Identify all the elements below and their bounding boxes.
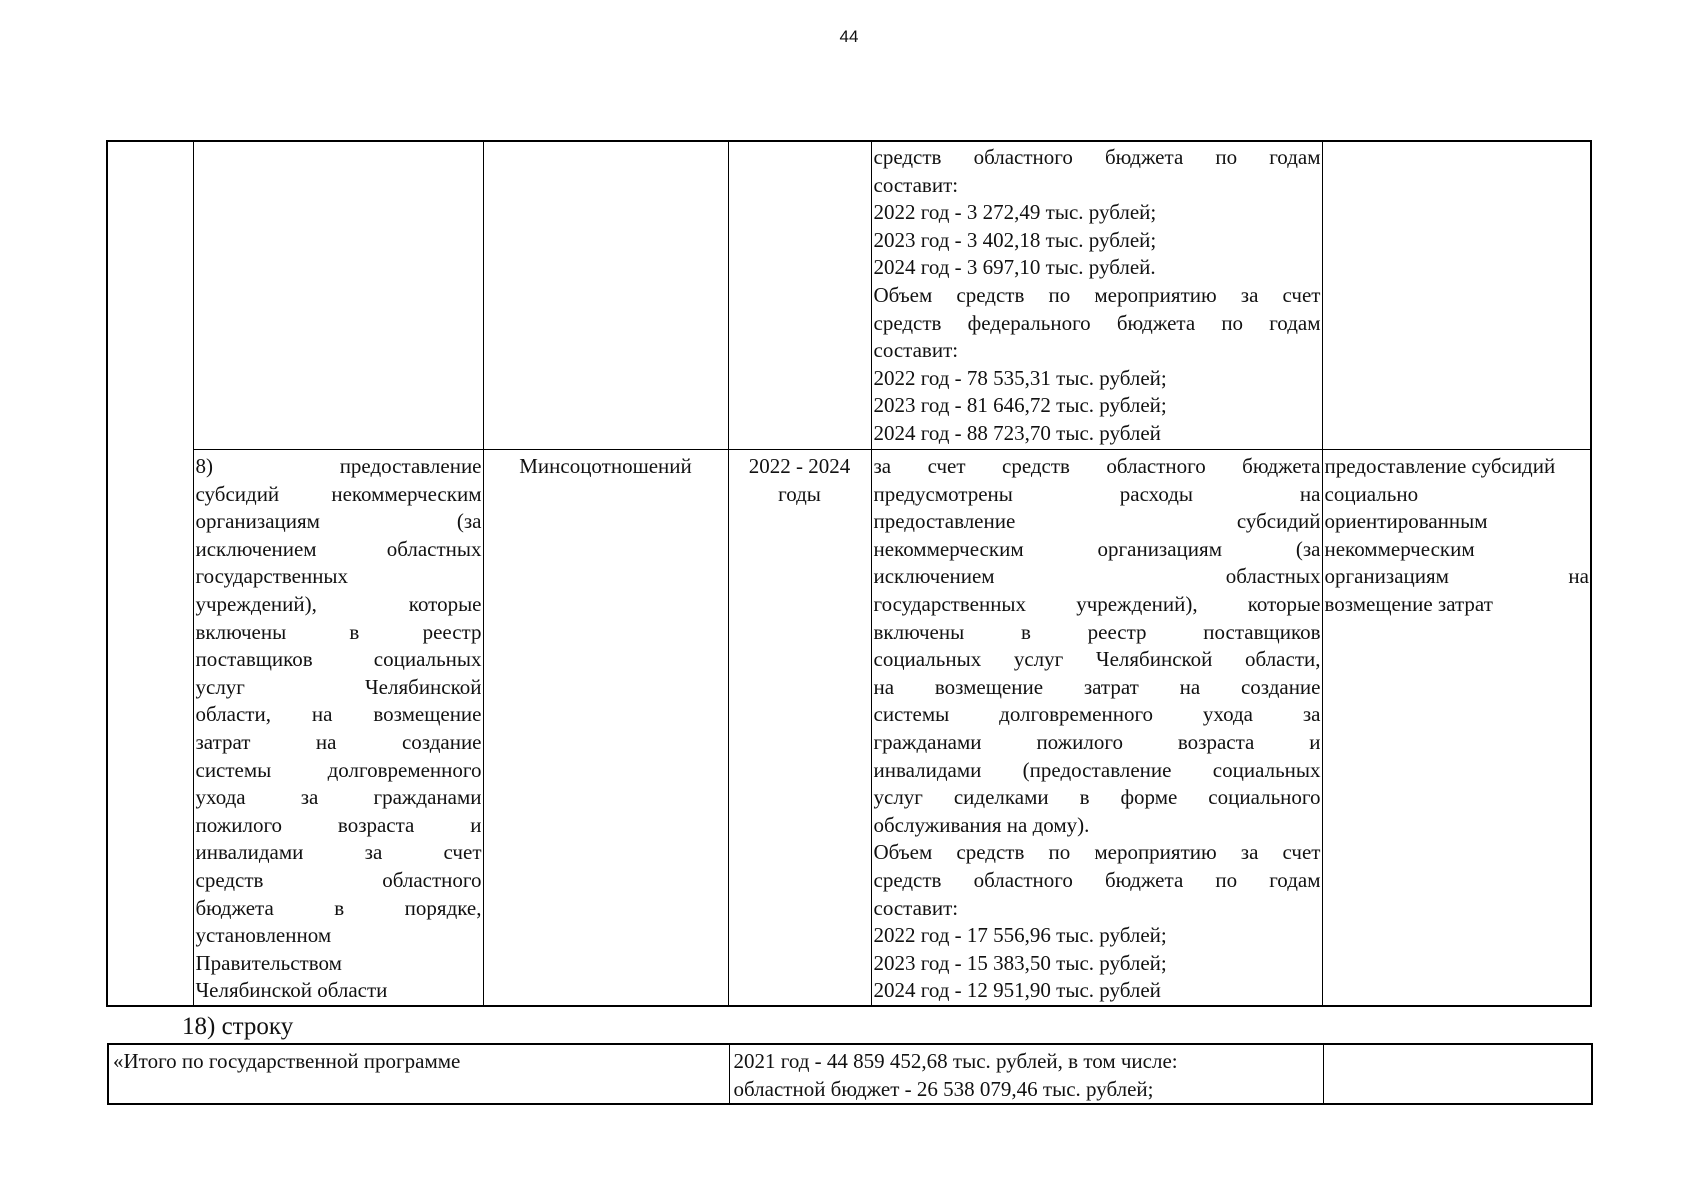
funding-line: за счет средств областного бюджета <box>873 454 1321 478</box>
cell-number <box>107 141 193 450</box>
measure-line: установленном <box>195 923 332 948</box>
measure-line: субсидий некоммерческим <box>195 481 482 506</box>
cell-total-label <box>108 1044 729 1104</box>
program-total-table <box>107 1043 1593 1105</box>
program-measures-table <box>106 140 1592 1007</box>
funding-line: 2024 год - 3 697,10 тыс. рублей. <box>873 255 1156 280</box>
result-line: социально <box>1324 481 1419 506</box>
measure-line: услуг Челябинской <box>195 674 482 699</box>
funding-line: обслуживания на дому). <box>873 812 1090 837</box>
measure-line: затрат на создание <box>195 729 482 754</box>
measure-line: Челябинской области <box>195 978 388 1003</box>
measure-line: инвалидами за счет <box>195 840 482 865</box>
measure-line: ухода за гражданами <box>195 785 482 810</box>
cell-funding <box>871 450 1322 1006</box>
result-line: возмещение затрат <box>1324 591 1493 616</box>
funding-line: 2024 год - 88 723,70 тыс. рублей <box>873 420 1161 445</box>
funding-line: 2024 год - 12 951,90 тыс. рублей <box>873 978 1161 1003</box>
cell-period <box>728 141 871 450</box>
funding-line: услуг сиделками в форме социального <box>873 785 1321 810</box>
funding-line: инвалидами (предоставление социальных <box>873 757 1321 782</box>
measure-line: системы долговременного <box>195 757 482 782</box>
section-heading: 18) строку <box>182 1013 294 1040</box>
funding-line: 2023 год - 3 402,18 тыс. рублей; <box>873 227 1157 252</box>
cell-measure <box>193 450 483 1006</box>
funding-line: Объем средств по мероприятию за счет <box>873 282 1321 307</box>
measure-line: бюджета в порядке, <box>195 895 482 920</box>
period-years: 2022 - 2024 <box>748 454 851 478</box>
cell-number <box>107 450 193 1006</box>
funding-line: государственных учреждений), которые <box>873 591 1321 616</box>
cell-total-empty <box>1323 1044 1592 1104</box>
measure-line: 8) предоставление <box>195 454 482 478</box>
cell-measure <box>193 141 483 450</box>
table-row-total <box>108 1044 1592 1104</box>
cell-result <box>1322 450 1591 1006</box>
funding-line: предоставление субсидий <box>873 509 1321 534</box>
funding-line: составит: <box>873 895 959 920</box>
result-line: некоммерческим <box>1324 536 1475 561</box>
funding-line: средств областного бюджета по годам <box>873 145 1321 169</box>
measure-line: области, на возмещение <box>195 702 482 727</box>
measure-line: средств областного <box>195 867 482 892</box>
funding-line: на возмещение затрат на создание <box>873 674 1321 699</box>
total-amount-line: областной бюджет - 26 538 079,46 тыс. рублей; <box>733 1076 1154 1101</box>
measure-line: учреждений), которые <box>195 591 482 616</box>
page-number: 44 <box>839 27 859 46</box>
funding-line: некоммерческим организациям (за <box>873 536 1321 561</box>
executor-name: Минсоцотношений <box>519 454 692 478</box>
funding-line: средств федерального бюджета по годам <box>873 310 1321 335</box>
measure-line: организациям (за <box>195 509 482 534</box>
funding-line: исключением областных <box>873 564 1321 589</box>
funding-line: предусмотрены расходы на <box>873 481 1321 506</box>
cell-funding <box>871 141 1322 450</box>
measure-line: государственных <box>195 564 349 589</box>
measure-line: поставщиков социальных <box>195 647 482 672</box>
result-line: организациям на <box>1324 564 1589 589</box>
cell-executor <box>483 450 728 1006</box>
funding-line: составит: <box>873 172 959 197</box>
funding-line: социальных услуг Челябинской области, <box>873 647 1321 672</box>
result-line: ориентированным <box>1324 509 1488 534</box>
funding-line: 2022 год - 17 556,96 тыс. рублей; <box>873 923 1167 948</box>
funding-line: 2022 год - 3 272,49 тыс. рублей; <box>873 200 1157 225</box>
total-amount-line: 2021 год - 44 859 452,68 тыс. рублей, в том числе: <box>733 1049 1178 1073</box>
cell-executor <box>483 141 728 450</box>
cell-total-amount <box>729 1044 1323 1104</box>
table-row-continuation <box>107 141 1591 450</box>
funding-line: 2023 год - 15 383,50 тыс. рублей; <box>873 950 1167 975</box>
funding-line: 2023 год - 81 646,72 тыс. рублей; <box>873 393 1167 418</box>
funding-line: средств областного бюджета по годам <box>873 867 1321 892</box>
funding-line: 2022 год - 78 535,31 тыс. рублей; <box>873 365 1167 390</box>
measure-line: включены в реестр <box>195 619 482 644</box>
funding-line: включены в реестр поставщиков <box>873 619 1321 644</box>
table-row-measure-8 <box>107 450 1591 1006</box>
period-unit: годы <box>778 481 821 506</box>
measure-line: Правительством <box>195 950 342 975</box>
funding-line: Объем средств по мероприятию за счет <box>873 840 1321 865</box>
funding-line: составит: <box>873 338 959 363</box>
measure-line: пожилого возраста и <box>195 812 482 837</box>
cell-result <box>1322 141 1591 450</box>
result-line: предоставление субсидий <box>1324 454 1556 478</box>
cell-period <box>728 450 871 1006</box>
measure-line: исключением областных <box>195 536 482 561</box>
total-label: «Итого по государственной программе <box>113 1049 461 1073</box>
funding-line: гражданами пожилого возраста и <box>873 729 1321 754</box>
funding-line: системы долговременного ухода за <box>873 702 1321 727</box>
